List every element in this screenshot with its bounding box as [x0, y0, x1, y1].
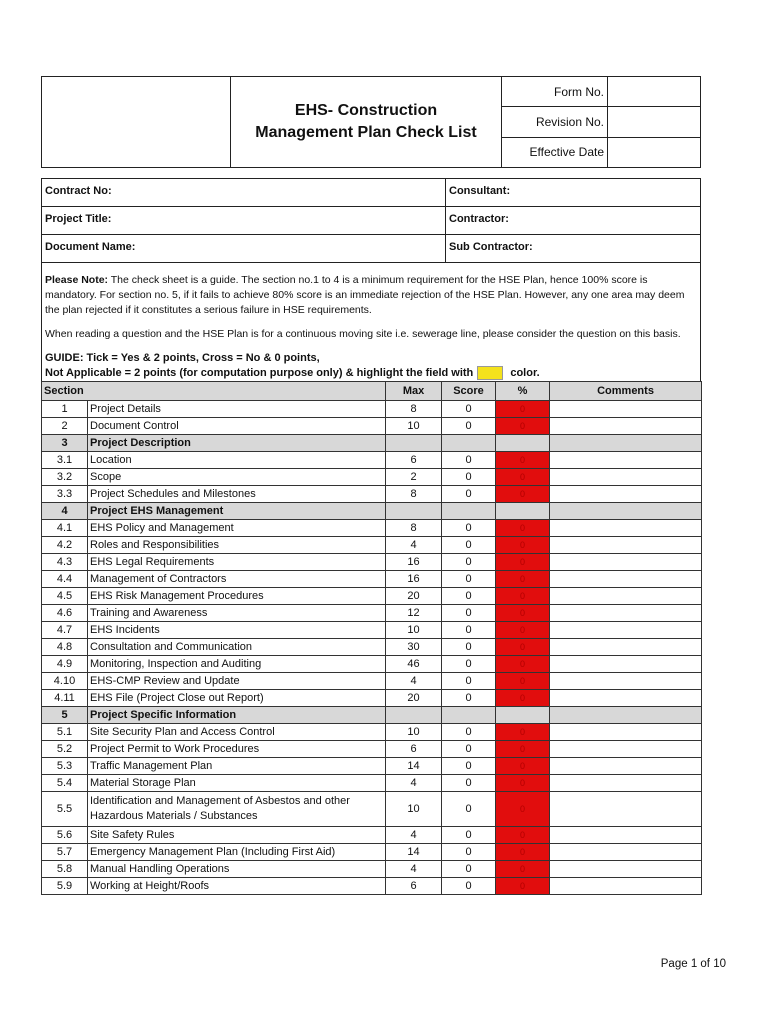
revision-no-label: Revision No. — [502, 107, 608, 136]
table-row — [42, 605, 702, 622]
comments-cell[interactable] — [550, 861, 702, 878]
pct-value: 0 — [496, 724, 550, 741]
pct-value: 0 — [496, 571, 550, 588]
item-label: EHS File (Project Close out Report) — [88, 690, 386, 707]
table-row — [42, 554, 702, 571]
comments-cell[interactable] — [550, 537, 702, 554]
section-number: 3 — [42, 435, 88, 452]
revision-no-row — [502, 107, 700, 137]
pct-value: 0 — [496, 554, 550, 571]
score-value[interactable]: 0 — [442, 537, 496, 554]
item-label: EHS Incidents — [88, 622, 386, 639]
score-value[interactable]: 0 — [442, 554, 496, 571]
info-row — [42, 235, 700, 262]
pct-value: 0 — [496, 537, 550, 554]
consultant-field[interactable]: Consultant: — [449, 185, 511, 197]
score-header: Score — [442, 382, 496, 401]
score-value[interactable]: 0 — [442, 639, 496, 656]
table-row — [42, 571, 702, 588]
table-row — [42, 861, 702, 878]
table-row — [42, 588, 702, 605]
score-value[interactable]: 0 — [442, 775, 496, 792]
table-row — [42, 741, 702, 758]
comments-cell[interactable] — [550, 401, 702, 418]
guide-line2-text: Not Applicable = 2 points (for computation purpose only) & highlight the field with — [45, 367, 474, 379]
item-label: Consultation and Communication — [88, 639, 386, 656]
item-number: 5.7 — [42, 844, 88, 861]
comments-cell[interactable] — [550, 690, 702, 707]
pct-value: 0 — [496, 861, 550, 878]
comments-cell — [550, 435, 702, 452]
section-group-row — [42, 707, 702, 724]
pct-value: 0 — [496, 418, 550, 435]
item-label: Project Schedules and Milestones — [88, 486, 386, 503]
item-number: 2 — [42, 418, 88, 435]
score-cell — [442, 707, 496, 724]
contract-no-field[interactable]: Contract No: — [42, 179, 446, 206]
table-row — [42, 486, 702, 503]
item-number: 4.8 — [42, 639, 88, 656]
max-value: 8 — [386, 486, 442, 503]
guide-line1: GUIDE: Tick = Yes & 2 points, Cross = No & 0 points, — [45, 352, 320, 364]
item-label: EHS Risk Management Procedures — [88, 588, 386, 605]
pct-value: 0 — [496, 673, 550, 690]
section-number: 5 — [42, 707, 88, 724]
item-label: Manual Handling Operations — [88, 861, 386, 878]
max-value: 10 — [386, 418, 442, 435]
pct-value: 0 — [496, 827, 550, 844]
form-title-line2: Management Plan Check List — [255, 124, 477, 141]
score-value[interactable]: 0 — [442, 758, 496, 775]
table-row — [42, 792, 702, 827]
table-row — [42, 537, 702, 554]
table-row — [42, 758, 702, 775]
checklist-page — [41, 76, 701, 895]
item-label: Management of Contractors — [88, 571, 386, 588]
table-row — [42, 656, 702, 673]
table-row — [42, 418, 702, 435]
yellow-swatch-icon — [477, 366, 503, 380]
pct-value: 0 — [496, 690, 550, 707]
comments-cell[interactable] — [550, 452, 702, 469]
comments-cell[interactable] — [550, 792, 702, 827]
table-row — [42, 775, 702, 792]
max-value: 14 — [386, 844, 442, 861]
max-value: 6 — [386, 452, 442, 469]
table-row — [42, 639, 702, 656]
pct-value: 0 — [496, 656, 550, 673]
item-label: Document Control — [88, 418, 386, 435]
item-label: Location — [88, 452, 386, 469]
form-no-value[interactable] — [608, 77, 700, 106]
max-value: 20 — [386, 588, 442, 605]
table-header-row — [42, 382, 702, 401]
table-row — [42, 520, 702, 537]
max-value: 8 — [386, 401, 442, 418]
max-value: 10 — [386, 622, 442, 639]
section-number: 4 — [42, 503, 88, 520]
contractor-field[interactable]: Contractor: — [449, 213, 509, 225]
item-number: 4.2 — [42, 537, 88, 554]
score-value[interactable]: 0 — [442, 588, 496, 605]
comments-cell[interactable] — [550, 571, 702, 588]
pct-value: 0 — [496, 520, 550, 537]
max-value: 10 — [386, 792, 442, 827]
table-row — [42, 724, 702, 741]
score-value[interactable]: 0 — [442, 673, 496, 690]
comments-cell[interactable] — [550, 622, 702, 639]
pct-value: 0 — [496, 588, 550, 605]
item-number: 4.4 — [42, 571, 88, 588]
item-number: 4.10 — [42, 673, 88, 690]
section-title: Project Specific Information — [88, 707, 386, 724]
max-value: 2 — [386, 469, 442, 486]
max-cell — [386, 503, 442, 520]
item-number: 4.11 — [42, 690, 88, 707]
score-cell — [442, 435, 496, 452]
item-number: 5.2 — [42, 741, 88, 758]
item-number: 3.1 — [42, 452, 88, 469]
max-value: 16 — [386, 571, 442, 588]
revision-no-value[interactable] — [608, 107, 700, 136]
item-label: Project Details — [88, 401, 386, 418]
score-value[interactable]: 0 — [442, 878, 496, 895]
item-number: 3.3 — [42, 486, 88, 503]
pct-cell — [496, 503, 550, 520]
score-value[interactable]: 0 — [442, 401, 496, 418]
max-value: 4 — [386, 827, 442, 844]
guide-line2-end: color. — [510, 367, 540, 379]
item-number: 3.2 — [42, 469, 88, 486]
comments-cell[interactable] — [550, 520, 702, 537]
score-value[interactable]: 0 — [442, 486, 496, 503]
table-row — [42, 827, 702, 844]
item-label: Roles and Responsibilities — [88, 537, 386, 554]
comments-cell[interactable] — [550, 758, 702, 775]
score-value[interactable]: 0 — [442, 469, 496, 486]
item-label: Working at Height/Roofs — [88, 878, 386, 895]
document-name-field[interactable]: Document Name: — [42, 235, 446, 262]
guide-line2 — [45, 366, 697, 381]
pct-value: 0 — [496, 452, 550, 469]
score-value[interactable]: 0 — [442, 622, 496, 639]
item-number: 5.5 — [42, 792, 88, 827]
item-label: EHS Legal Requirements — [88, 554, 386, 571]
pct-value: 0 — [496, 758, 550, 775]
pct-value: 0 — [496, 844, 550, 861]
note-label: Please Note: — [45, 274, 109, 286]
effective-date-label: Effective Date — [502, 138, 608, 167]
item-label: Traffic Management Plan — [88, 758, 386, 775]
item-number: 5.3 — [42, 758, 88, 775]
section-group-row — [42, 503, 702, 520]
comments-cell[interactable] — [550, 827, 702, 844]
max-value: 6 — [386, 878, 442, 895]
score-cell — [442, 503, 496, 520]
effective-date-value[interactable] — [608, 138, 700, 167]
table-row — [42, 690, 702, 707]
form-meta — [502, 77, 700, 167]
item-label: Training and Awareness — [88, 605, 386, 622]
checklist-table — [41, 381, 702, 895]
item-label: Site Security Plan and Access Control — [88, 724, 386, 741]
max-value: 4 — [386, 775, 442, 792]
score-value[interactable]: 0 — [442, 571, 496, 588]
item-number: 5.8 — [42, 861, 88, 878]
item-label: Site Safety Rules — [88, 827, 386, 844]
comments-cell[interactable] — [550, 844, 702, 861]
item-number: 4.5 — [42, 588, 88, 605]
table-row — [42, 469, 702, 486]
max-cell — [386, 707, 442, 724]
table-row — [42, 401, 702, 418]
max-value: 10 — [386, 724, 442, 741]
max-value: 16 — [386, 554, 442, 571]
table-row — [42, 844, 702, 861]
pct-value: 0 — [496, 639, 550, 656]
comments-cell[interactable] — [550, 656, 702, 673]
max-value: 30 — [386, 639, 442, 656]
section-header: Section — [42, 382, 386, 401]
table-row — [42, 673, 702, 690]
pct-cell — [496, 707, 550, 724]
comments-cell[interactable] — [550, 639, 702, 656]
pct-value: 0 — [496, 622, 550, 639]
pct-value: 0 — [496, 401, 550, 418]
pct-value: 0 — [496, 741, 550, 758]
comments-cell[interactable] — [550, 775, 702, 792]
max-value: 8 — [386, 520, 442, 537]
comments-cell[interactable] — [550, 588, 702, 605]
score-value[interactable]: 0 — [442, 861, 496, 878]
project-title-field[interactable]: Project Title: — [42, 207, 446, 234]
item-label: EHS Policy and Management — [88, 520, 386, 537]
score-value[interactable]: 0 — [442, 418, 496, 435]
score-value[interactable]: 0 — [442, 724, 496, 741]
max-cell — [386, 435, 442, 452]
item-number: 5.9 — [42, 878, 88, 895]
max-value: 14 — [386, 758, 442, 775]
comments-header: Comments — [550, 382, 702, 401]
max-value: 4 — [386, 673, 442, 690]
item-number: 4.1 — [42, 520, 88, 537]
comments-cell[interactable] — [550, 724, 702, 741]
instructions — [41, 263, 701, 381]
item-number: 5.4 — [42, 775, 88, 792]
item-number: 1 — [42, 401, 88, 418]
form-no-label: Form No. — [502, 77, 608, 106]
table-row — [42, 452, 702, 469]
score-value[interactable]: 0 — [442, 792, 496, 827]
info-row — [42, 207, 700, 235]
max-value: 12 — [386, 605, 442, 622]
section-group-row — [42, 435, 702, 452]
max-header: Max — [386, 382, 442, 401]
comments-cell[interactable] — [550, 741, 702, 758]
item-number: 4.6 — [42, 605, 88, 622]
pct-value: 0 — [496, 605, 550, 622]
item-number: 4.9 — [42, 656, 88, 673]
effective-date-row — [502, 138, 700, 167]
max-value: 46 — [386, 656, 442, 673]
form-header — [41, 76, 701, 168]
item-label: Scope — [88, 469, 386, 486]
score-value[interactable]: 0 — [442, 690, 496, 707]
score-value[interactable]: 0 — [442, 452, 496, 469]
score-value[interactable]: 0 — [442, 520, 496, 537]
score-value[interactable]: 0 — [442, 741, 496, 758]
comments-cell[interactable] — [550, 418, 702, 435]
logo-area — [42, 77, 231, 167]
sub-contractor-field[interactable]: Sub Contractor: — [449, 241, 533, 253]
comments-cell — [550, 503, 702, 520]
item-number: 5.1 — [42, 724, 88, 741]
section-title: Project EHS Management — [88, 503, 386, 520]
pct-value: 0 — [496, 775, 550, 792]
score-value[interactable]: 0 — [442, 844, 496, 861]
form-title-line1: EHS- Construction — [294, 102, 438, 119]
project-info — [41, 178, 701, 263]
max-value: 4 — [386, 537, 442, 554]
table-row — [42, 878, 702, 895]
comments-cell[interactable] — [550, 554, 702, 571]
comments-cell[interactable] — [550, 469, 702, 486]
item-number: 5.6 — [42, 827, 88, 844]
item-label: EHS-CMP Review and Update — [88, 673, 386, 690]
comments-cell[interactable] — [550, 486, 702, 503]
form-no-row — [502, 77, 700, 107]
pct-value: 0 — [496, 878, 550, 895]
item-label: Monitoring, Inspection and Auditing — [88, 656, 386, 673]
pct-value: 0 — [496, 469, 550, 486]
note-paragraph — [45, 273, 697, 318]
item-label: Project Permit to Work Procedures — [88, 741, 386, 758]
item-label: Emergency Management Plan (Including First Aid) — [88, 844, 386, 861]
comments-cell[interactable] — [550, 878, 702, 895]
form-title — [231, 77, 502, 167]
item-label: Material Storage Plan — [88, 775, 386, 792]
comments-cell — [550, 707, 702, 724]
moving-site-note: When reading a question and the HSE Plan is for a continuous moving site i.e. sewerage line, please consider the question on this basis. — [45, 328, 681, 340]
note-text: The check sheet is a guide. The section no.1 to 4 is a minimum requirement for the HSE Plan, hence 100% score is mandatory. For section no. 5, if it fails to achieve 80% score is an immediate rejection of the HSE Plan. However, any one area may deem the plan rejected if it constitutes a serious failure in HSE requirements. — [45, 274, 685, 316]
max-value: 6 — [386, 741, 442, 758]
section-title: Project Description — [88, 435, 386, 452]
comments-cell[interactable] — [550, 673, 702, 690]
score-value[interactable]: 0 — [442, 827, 496, 844]
pct-value: 0 — [496, 486, 550, 503]
score-value[interactable]: 0 — [442, 656, 496, 673]
pct-value: 0 — [496, 792, 550, 827]
score-value[interactable]: 0 — [442, 605, 496, 622]
max-value: 20 — [386, 690, 442, 707]
item-number: 4.3 — [42, 554, 88, 571]
info-row — [42, 179, 700, 207]
pct-cell — [496, 435, 550, 452]
table-row — [42, 622, 702, 639]
item-number: 4.7 — [42, 622, 88, 639]
pct-header: % — [496, 382, 550, 401]
scoring-guide — [45, 351, 697, 381]
max-value: 4 — [386, 861, 442, 878]
checklist-body — [42, 401, 702, 895]
item-label: Identification and Management of Asbestos and other Hazardous Materials / Substances — [88, 792, 386, 827]
page-number: Page 1 of 10 — [660, 958, 726, 970]
comments-cell[interactable] — [550, 605, 702, 622]
